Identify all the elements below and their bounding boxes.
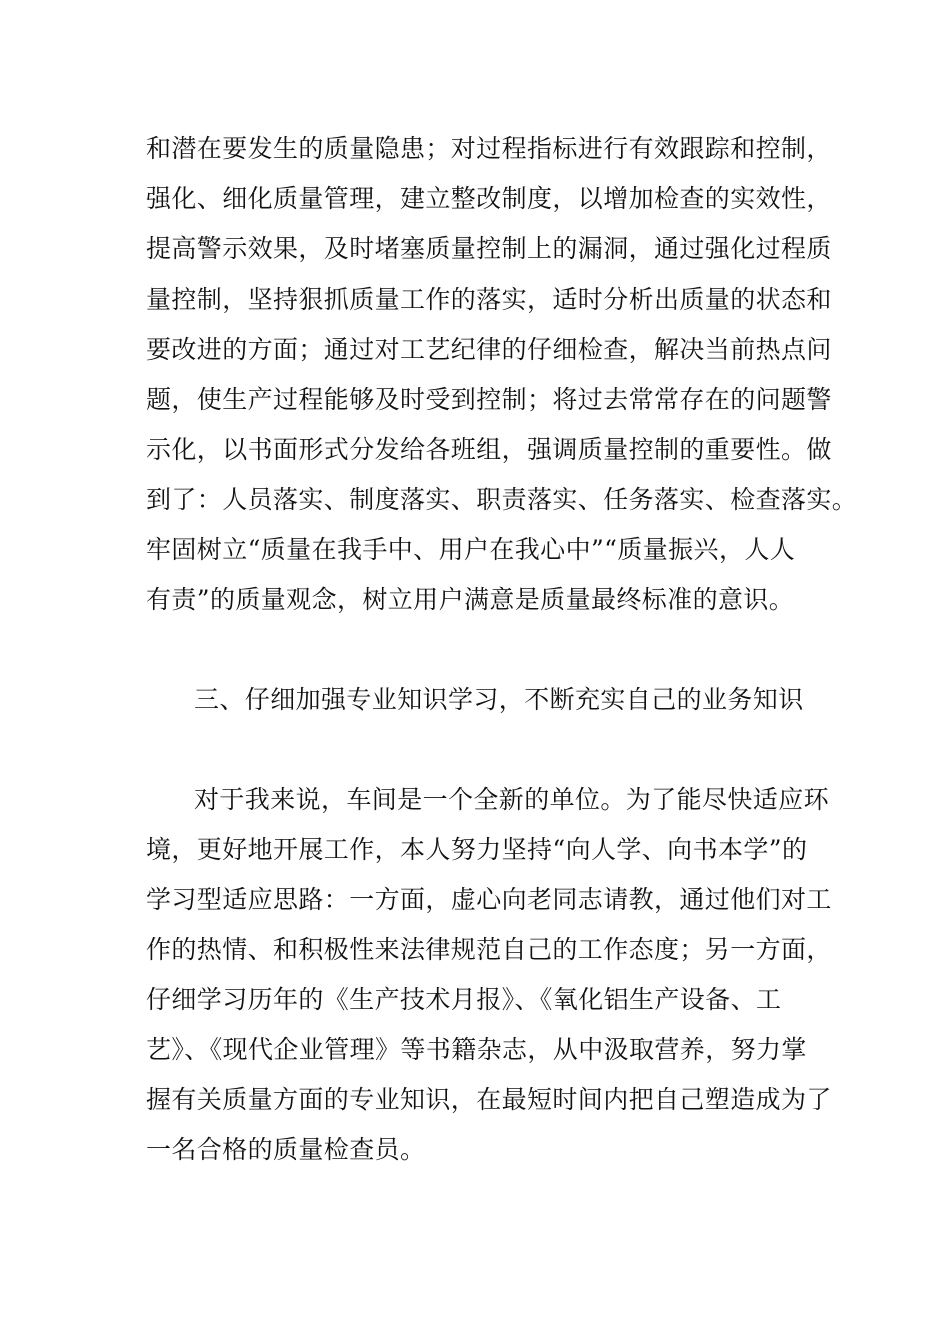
paragraph-2-line-7: 握有关质量方面的专业知识，在最短时间内把自己塑造成为了: [146, 1085, 832, 1114]
paragraph-1-line-1: 和潜在要发生的质量隐患；对过程指标进行有效跟踪和控制，: [146, 134, 832, 163]
paragraph-1-line-4: 量控制，坚持狠抓质量工作的落实，适时分析出质量的状态和: [146, 285, 832, 314]
paragraph-1-line-7: 示化，以书面形式分发给各班组，强调质量控制的重要性。做: [146, 435, 832, 464]
paragraph-1-line-10: 有责”的质量观念，树立用户满意是质量最终标准的意识。: [146, 585, 795, 614]
paragraph-1-line-8: 到了：人员落实、制度落实、职责落实、任务落实、检查落实。: [146, 485, 858, 514]
paragraph-1-line-3: 提高警示效果，及时堵塞质量控制上的漏洞，通过强化过程质: [146, 234, 832, 263]
paragraph-1-line-9: 牢固树立“质量在我手中、用户在我心中”“质量振兴，人人: [146, 535, 796, 564]
paragraph-2-line-2: 境，更好地开展工作，本人努力坚持“向人学、向书本学”的: [146, 835, 808, 864]
section-heading-3: 三、仔细加强专业知识学习，不断充实自己的业务知识: [194, 685, 804, 714]
paragraph-1-line-2: 强化、细化质量管理，建立整改制度，以增加检查的实效性，: [146, 184, 832, 213]
paragraph-2-line-1: 对于我来说，车间是一个全新的单位。为了能尽快适应环: [194, 785, 830, 814]
paragraph-2-line-5: 仔细学习历年的《生产技术月报》、《氧化铝生产设备、工: [146, 985, 782, 1014]
paragraph-1-line-6: 题，使生产过程能够及时受到控制；将过去常常存在的问题警: [146, 385, 832, 414]
paragraph-2-line-3: 学习型适应思路：一方面，虚心向老同志请教，通过他们对工: [146, 885, 832, 914]
paragraph-2-line-4: 作的热情、和积极性来法律规范自己的工作态度；另一方面，: [146, 935, 832, 964]
paragraph-1-line-5: 要改进的方面；通过对工艺纪律的仔细检查，解决当前热点问: [146, 335, 832, 364]
paragraph-2-line-8: 一名合格的质量检查员。: [146, 1135, 426, 1164]
paragraph-2-line-6: 艺》、《现代企业管理》等书籍杂志，从中汲取营养，努力掌: [146, 1035, 807, 1064]
